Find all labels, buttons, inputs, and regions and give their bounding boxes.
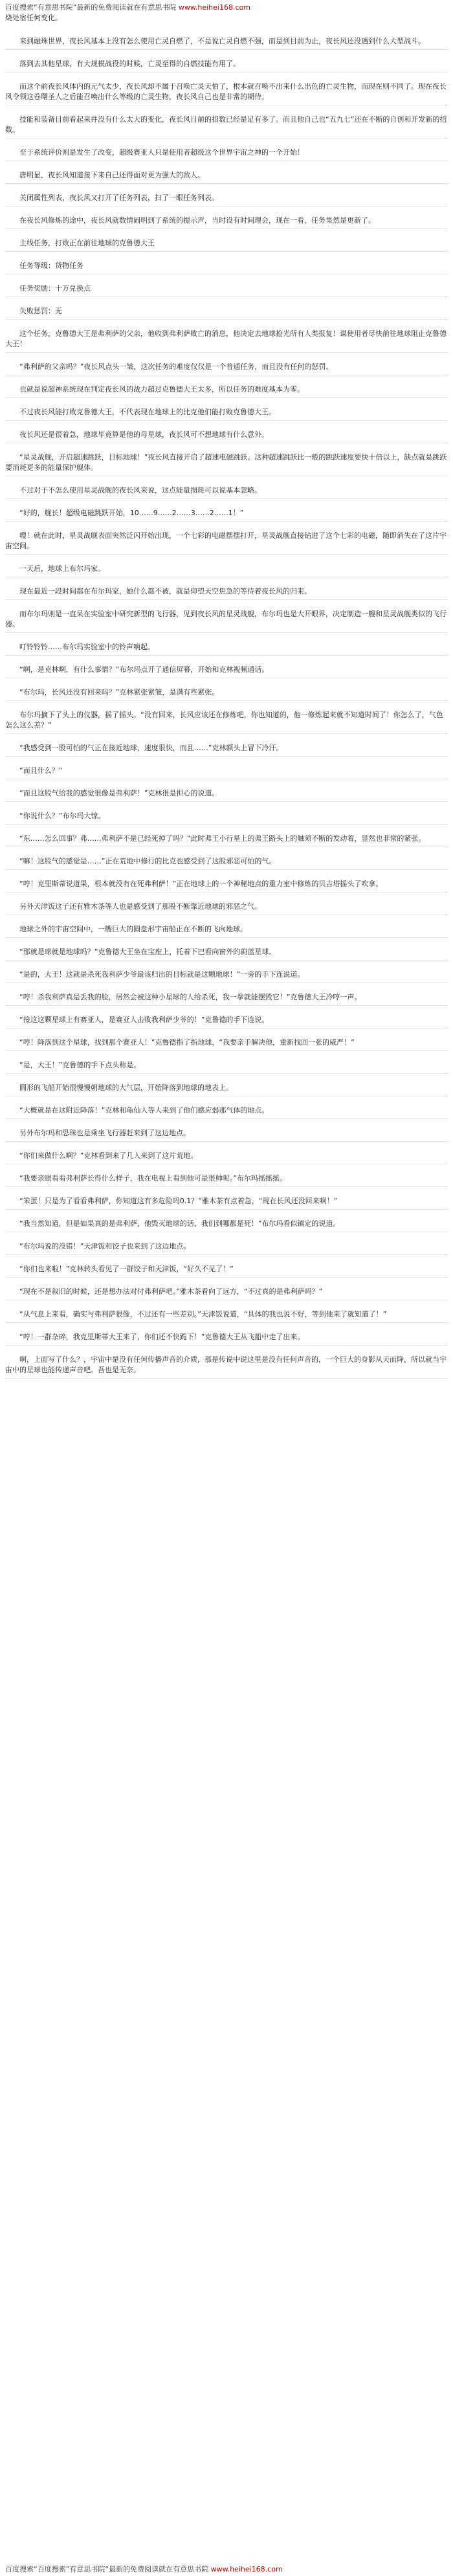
paragraph: “是的，大王！这就是杀死我利萨少爷最该归出的目标就是这颗地球！”一旁的手下连说道。	[5, 960, 448, 983]
paragraph: “我要亲眼看看弗利萨长得什么样子，我在电视上看到他可是很帅呢。”布尔玛摇摇摇。	[5, 1164, 448, 1187]
paragraph: 地球之外的宇宙空间中，一艘巨大的圆盘形宇宙船正在不断的飞向地球。	[5, 915, 448, 938]
paragraph: 不过对于不怎么使用星灵战舰的夜长风来说，这点能量损耗可以说基本忽略。	[5, 476, 448, 499]
paragraph: 任务等级：货物任务	[5, 252, 448, 274]
paragraph: 关闭属性列表，夜长风又打开了任务列表，扫了一眼任务列表。	[5, 184, 448, 206]
paragraph: 现在最近一段时间都在布尔玛家，她什么都不被，就是仰望天空焦急的等待着夜长风的归来。	[5, 577, 448, 600]
paragraph: “从气息上来看，确实与弗利萨很像，不过还有一些差别。”天津饭说道，“具体的我也说不好，等到他来了就知道了！”	[5, 1300, 448, 1323]
paragraph: “哼！克里斯蒂说道果，根本就没有在死弗利萨！”正在地球上的一个神秘地点的重力室中修炼的贝吉塔摇头了吹拿。	[5, 870, 448, 893]
paragraph: “我感受到一股可怕的气正在接近地球，速度很快，而且……”克林额头上冒下冷汗。	[5, 734, 448, 757]
paragraph: 来到融珠世界，夜长风基本上没有怎么使用亡灵自燃了，不是说亡灵自燃不强，而是到目前为止，夜长风还没遇到什么大型战斗。	[5, 27, 448, 50]
top-banner	[5, 3, 448, 13]
paragraph: “你们也来啦！”克林转头看见了一群饺子和天津饭，“好久不见了！”	[5, 1255, 448, 1278]
paragraph: 也就是说超神系统现在判定夜长风的战力超过克鲁德大王太多，所以任务的难度基本为零。	[5, 375, 448, 398]
paragraph: 圆形的飞船开始很慢慢朝地球的大气层，开始降落到地球的地表上。	[5, 1074, 448, 1096]
paragraph: “布尔玛，长风还没有回来吗？”克林紧张紧皱，是满有些紧张。	[5, 678, 448, 701]
paragraph: 叮铃铃铃……布尔玛实验室中的铃声响起。	[5, 633, 448, 656]
bottom-banner-text: 百度搜索“百度搜索”有意思书院“最新的免费阅读就在有意思书院	[5, 2565, 209, 2573]
paragraph: “接这这颗星球上有赛亚人，是赛亚人击败我利萨少爷的！”克鲁德的手下连说。	[5, 1006, 448, 1028]
paragraph: “而且这股气给我的感觉很像是弗利萨！”克林很是担心的说道。	[5, 779, 448, 802]
paragraph: 任务奖励：十万兑换点	[5, 274, 448, 297]
paragraph: 而这个前夜长风体内的元气太少，夜长风却不属于召唤亡灵天怕了，根本就召唤不出来什么出色的亡灵生物，而现在则不同了。现在夜长风令领这卷曙圣人之后能召唤出什么等级的亡灵生物，夜长风自己也是非常的期待。	[5, 72, 448, 105]
paragraph: “东……怎么回事？弗……弗利萨不是已经死掉了吗？”此时弗王小行星上的弗王路头上的触须不断的发动着，显然也非常的紧张。	[5, 825, 448, 847]
top-banner-text: 百度搜索“有意思书院”最新的免费阅读就在有意思书院	[5, 3, 177, 12]
paragraph: “现在不是叙旧的时候，还是想办法对付弗利萨吧。”雅木茶看向了远方，“不过真的是弗利萨吗？”	[5, 1278, 448, 1300]
paragraph: 夜长风还是很着急，地球毕竟算是他的母星球，夜长风可不想地球有什么意外。	[5, 421, 448, 443]
paragraph: “星灵战舰，开启超速跳跃，目标地球！”夜长风直接开启了超速电磁跳跃。这种超速跳跃比一般的跳跃速度要快十倍以上，缺点就是跳跃要消耗更多的能量保护舰体。	[5, 443, 448, 476]
paragraph: “大概就是在这附近降落！”克林和龟仙人等人来到了他们感应弱那气体的地点。	[5, 1096, 448, 1119]
paragraph: 不过夜长风能打败克鲁德大王，不代表现在地球上的比克他们能打败克鲁德大王。	[5, 398, 448, 421]
chapter-body	[5, 27, 448, 1379]
paragraph: 失败惩罚：无	[5, 297, 448, 320]
paragraph: “而且什么？”	[5, 757, 448, 779]
bottom-banner	[5, 2564, 448, 2575]
paragraph: 另外布尔玛和恐珠也是乘坐飞行器赶来到了这边地点。	[5, 1119, 448, 1142]
paragraph: 技能和装备目前看起来并没有什么太大的变化，夜长风目前的招数已经是足有多了。而且他自己也“五九七”还在不断的自创和开发新的招数。	[5, 105, 448, 139]
paragraph: 布尔玛摘下了头上的仪器，摇了摇头。“没有回来，长风应该还在修炼吧，你也知道的，他一修炼起来就不知道时间了！你怎么了，气色怎么这么差？”	[5, 701, 448, 734]
paragraph: 主线任务，打败正在前往地球的克鲁德大王	[5, 229, 448, 252]
paragraph: “好的，舰长！超级电磁跳跃开始，10……9……2……3……2……1！”	[5, 499, 448, 522]
paragraph: “哼！降落到这个星球，找到那个赛亚人！”克鲁德指了指地球，“我要亲手解决他，重新找回一张的威严！”	[5, 1028, 448, 1051]
paragraph: 这个任务，克鲁德大王是弗利萨的父亲，他收到弗利萨败亡的消息，他决定去地球抢光所有人类报复！谋使用者尽快前往地球阻止克鲁德大王！	[5, 320, 448, 353]
paragraph: “弗利萨的父亲吗？”夜长风点头一皱，这次任务的难度仅仅是一个普通任务，而且没有任何的惩罚。	[5, 353, 448, 375]
paragraph: 在夜长风修炼的途中，夜长风就数情闹明到了系统的提示声，当时设有时间理会，现在一看，任务果然是更新了。	[5, 206, 448, 229]
paragraph: 啊，上面写了什么？，宇宙中是没有任何传播声音的介质，那是传说中说这里是没有任何声音的，一个巨大的身影从天而降，所以就当宇宙中的星球也能传递声音吧。吾也是无奈。	[5, 1346, 448, 1379]
paragraph: 唐明显，夜长风知道接下来自己还得面对更为强大的敌人。	[5, 161, 448, 184]
paragraph: “你们来做什么啊？”克林看到来了几人来到了这片荒地。	[5, 1142, 448, 1164]
paragraph: “我当然知道，但是如果真的是弗利萨，他毁灭地球的话，我们到哪都是死！”布尔玛看似镇定的说道。	[5, 1210, 448, 1232]
paragraph: “哼！杀我利萨真是丢我的脸，居然会被这种小星球的人给杀死，我一拳就能摆毁它！”克鲁德大王冷哼一声。	[5, 983, 448, 1006]
paragraph: “那就是球就是地球吗？”克鲁德大王坐在宝座上，托着下巴看向窗外的蔚蓝星球。	[5, 938, 448, 960]
paragraph: 至于系统评价则是发生了改变，超级赛亚人只是使用者超级这个世界宇宙之神的一个开始！	[5, 139, 448, 161]
paragraph: 另外天津饭这子还有雅木茶等人也是感受到了那股不断靠近地球的邪恶之气。	[5, 893, 448, 915]
paragraph: 落到去其他星球，有大规模战役的时候，亡灵至得的自燃技能有用了。	[5, 50, 448, 72]
bottom-banner-url[interactable]: www.heihei168.com	[210, 2565, 283, 2573]
paragraph: “啊，是克林啊，有什么事情？”布尔玛点开了通信屏幕，开始和克林视频通话。	[5, 656, 448, 678]
paragraph: “你说什么？”布尔玛大惊。	[5, 802, 448, 825]
paragraph: “布尔玛说的没错！”天津饭和饺子也来到了这边地点。	[5, 1232, 448, 1255]
paragraph: 而布尔玛则是一直呆在实验室中研究新型的飞行器，见到夜长风的星灵战舰，布尔玛也是大开眼界，决定制造一艘和星灵战舰类似的飞行器。	[5, 600, 448, 633]
top-banner-url[interactable]: www.heihei168.com	[178, 3, 250, 12]
paragraph: “笨蛋！只是为了看看弗利萨，你知道这有多危险吗0.1？”雅木茶有点着急，“现在长风还没回来啊！”	[5, 1187, 448, 1210]
paragraph: “哼！一群杂碎，我克里斯蒂大王来了，你们还不快跪下！”克鲁德大王从飞船中走了出来。	[5, 1323, 448, 1346]
paragraph: 一天后，地球上布尔玛家。	[5, 555, 448, 577]
intro-line: 烧处宿任何变化。	[5, 14, 62, 22]
paragraph: “嘛！这股气的感觉是……”正在荒地中修行的比克也感受到了这股邪恶可怕的气。	[5, 847, 448, 870]
paragraph: 嗖！就在此时，星灵战舰表面突然泛闪开始出现，一个七彩的电磁摆摆打开，星灵战舰直接钻进了这个七彩的电磁，随即消失在了这片宇宙空间。	[5, 522, 448, 555]
paragraph: “是，大王！”克鲁德的手下点头称是。	[5, 1051, 448, 1074]
